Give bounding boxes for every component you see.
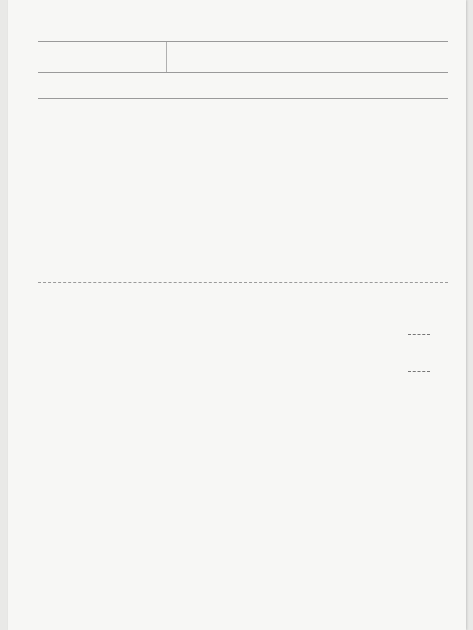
- page-indicator: [368, 29, 380, 37]
- column-header-rule: [38, 98, 448, 99]
- header-rule: [38, 41, 448, 42]
- header-rule-2: [38, 72, 448, 73]
- section-rule: [38, 282, 448, 283]
- report-page: [8, 0, 466, 630]
- header-divider: [166, 42, 167, 72]
- graph-marker-1: [408, 334, 430, 335]
- graph-marker-2: [408, 371, 430, 372]
